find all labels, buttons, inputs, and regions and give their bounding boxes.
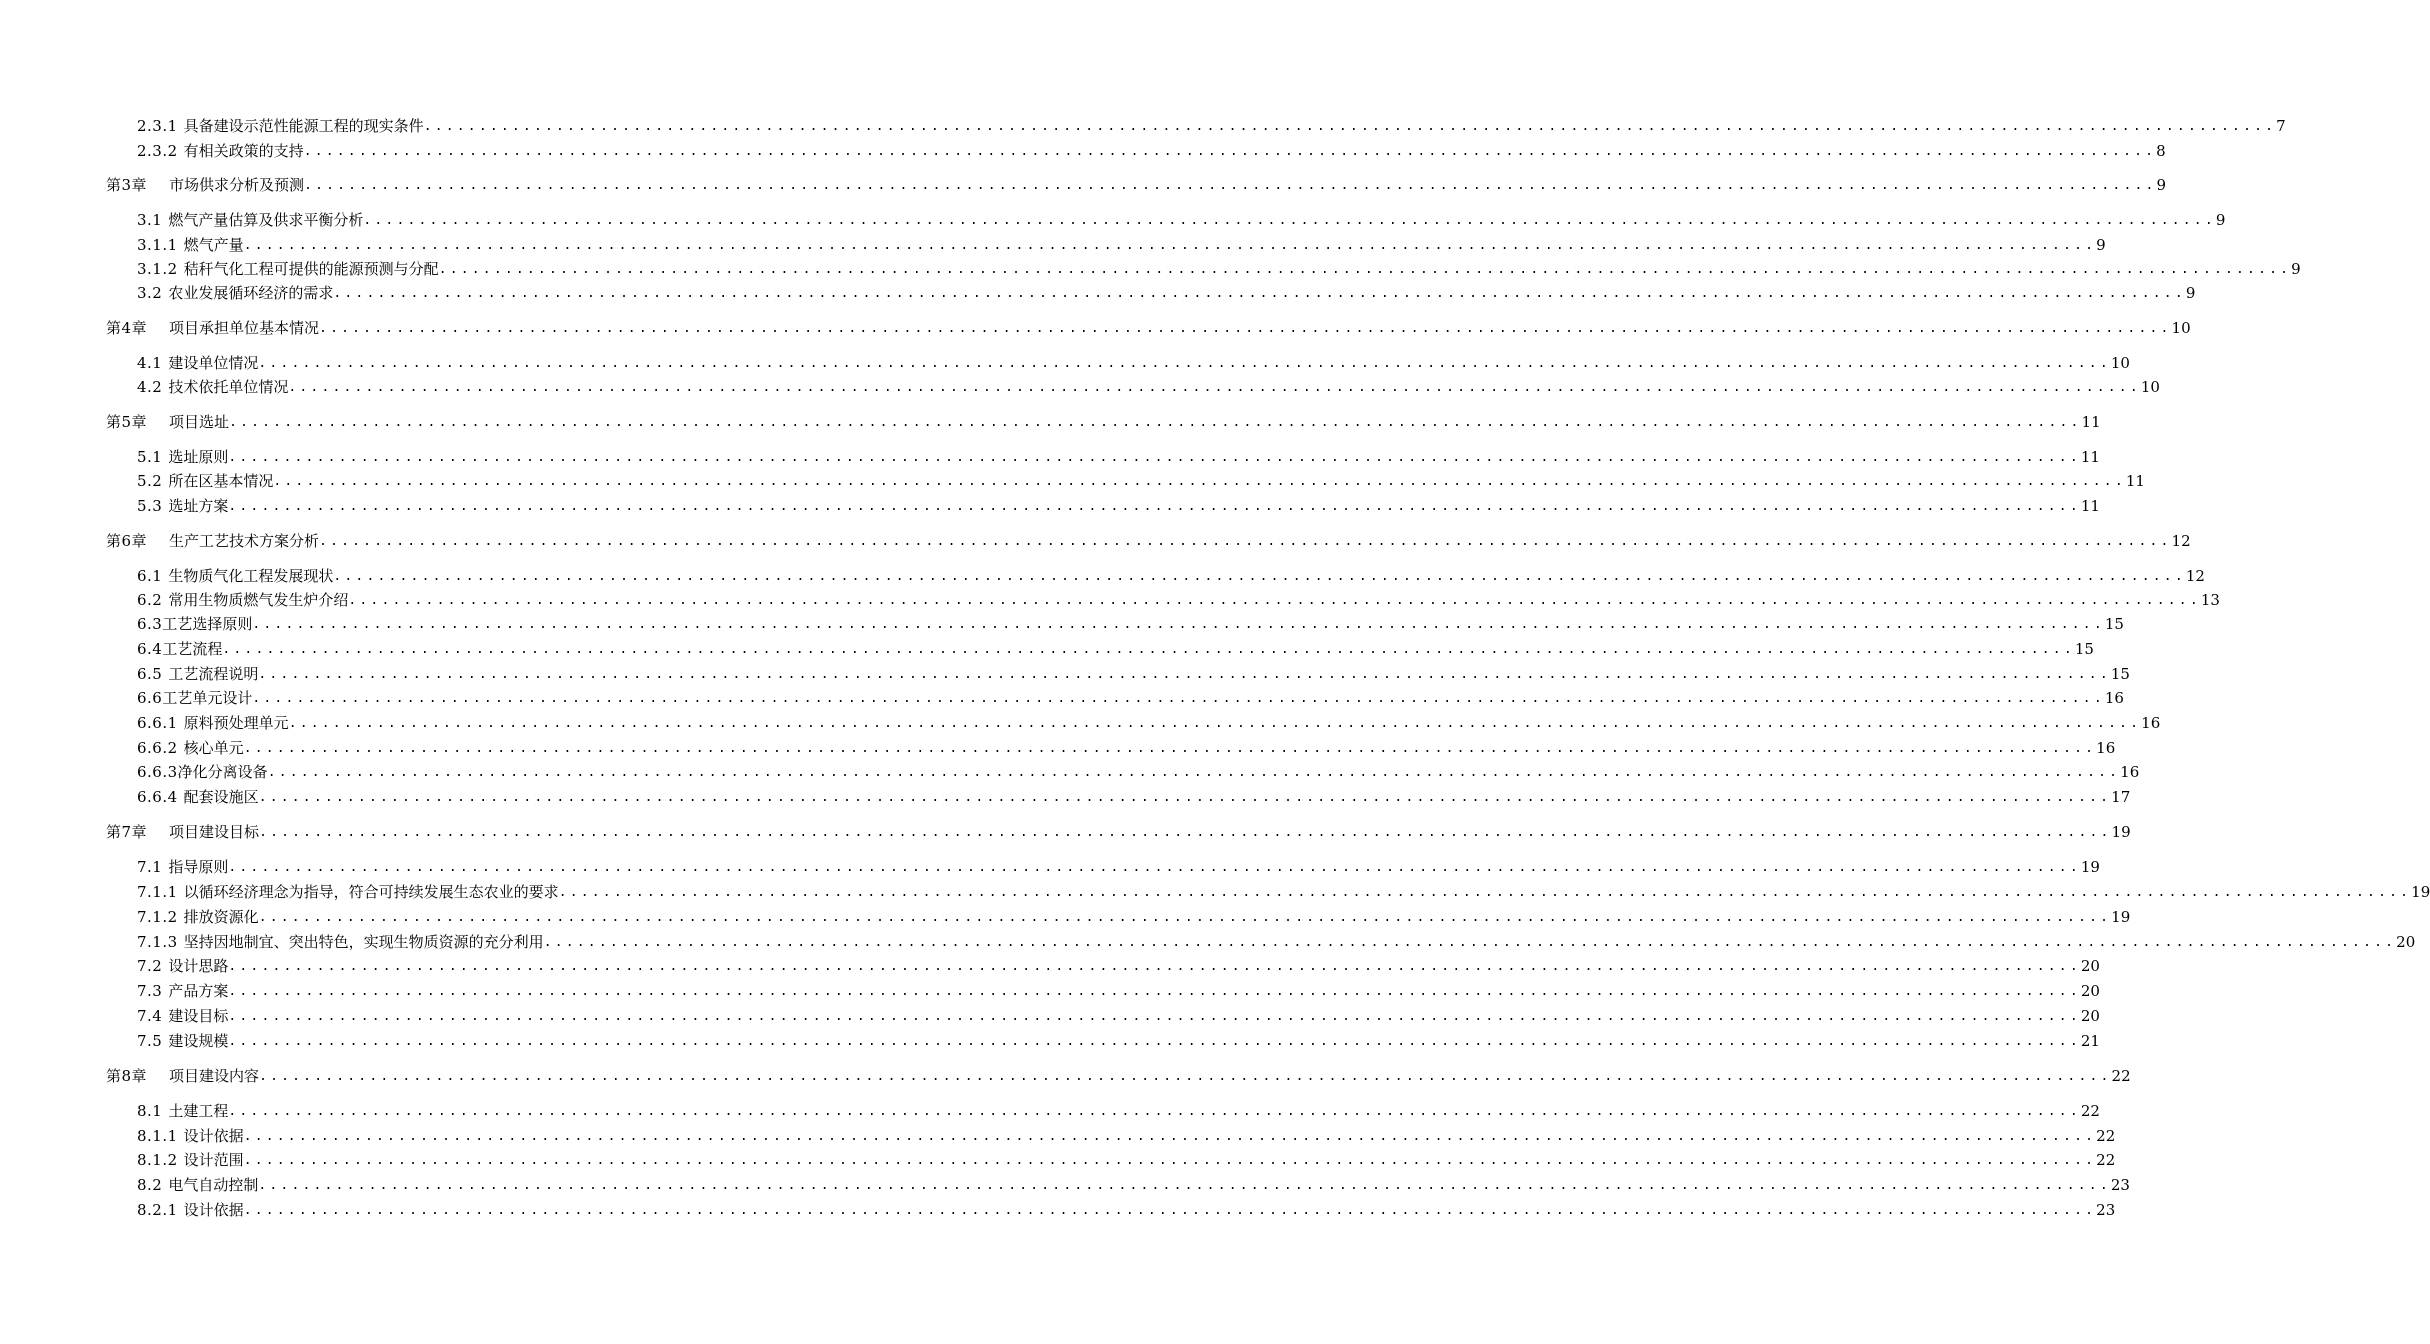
toc-entry-chapter-4[interactable] (106, 318, 2191, 338)
toc-entry-number: 7.1.1 (137, 883, 178, 901)
toc-entry-6-4[interactable] (137, 639, 2094, 659)
toc-entry-number: 2.3.2 (137, 142, 178, 160)
toc-entry-2-3-2[interactable] (137, 141, 2166, 161)
toc-page-number: 19 (2111, 823, 2131, 841)
toc-entry-title: 设计依据 (183, 1127, 244, 1145)
toc-page-number: 23 (2110, 1176, 2130, 1194)
toc-entry-number: 6.6 (137, 689, 163, 707)
toc-entry-number: 5.1 (137, 448, 163, 466)
toc-page-number: 9 (2156, 176, 2167, 194)
toc-dot-leader: ........................................................................................................................................................................ (303, 144, 2157, 159)
toc-entry-number: 3.1 (137, 211, 163, 229)
toc-entry-7-3[interactable] (137, 981, 2100, 1001)
toc-dot-leader: ........................................................................................................................................................................ (259, 825, 2112, 840)
toc-entry-title: 建设单位情况 (168, 354, 259, 372)
toc-entry-title: 选址方案 (168, 497, 229, 515)
toc-entry-title: 建设目标 (168, 1007, 229, 1025)
toc-entry-title: 项目建设内容 (169, 1067, 260, 1085)
toc-entry-number: 6.1 (137, 567, 163, 585)
toc-entry-title: 坚持因地制宜、突出特色，实现生物质资源的充分利用 (183, 933, 544, 951)
toc-entry-title: 项目承担单位基本情况 (169, 319, 320, 337)
toc-entry-6-6-2[interactable] (137, 738, 2116, 758)
toc-page-number: 20 (2080, 957, 2100, 975)
toc-dot-leader: ........................................................................................................................................................................ (243, 1129, 2097, 1144)
toc-dot-leader: ........................................................................................................................................................................ (258, 910, 2112, 925)
toc-entry-6-2[interactable] (137, 590, 2220, 610)
toc-page-number: 19 (2411, 883, 2430, 901)
toc-entry-number: 8.2.1 (137, 1201, 178, 1219)
toc-entry-number: 第6章 (106, 532, 148, 550)
toc-entry-number: 3.1.2 (137, 260, 178, 278)
toc-page-number: 22 (2096, 1151, 2116, 1169)
toc-entry-number: 7.1.3 (137, 933, 178, 951)
toc-entry-chapter-6[interactable] (106, 531, 2191, 551)
toc-dot-leader: ........................................................................................................................................................................ (258, 1178, 2111, 1193)
toc-entry-number: 4.1 (137, 354, 163, 372)
toc-page-number: 11 (2125, 472, 2145, 490)
toc-entry-8-2-1[interactable] (137, 1200, 2116, 1220)
toc-entry-8-1-1[interactable] (137, 1126, 2116, 1146)
toc-entry-title: 有相关政策的支持 (183, 142, 304, 160)
toc-dot-leader: ........................................................................................................................................................................ (229, 415, 2082, 430)
toc-dot-leader: ........................................................................................................................................................................ (243, 1153, 2097, 1168)
toc-entry-title: 工艺流程说明 (168, 665, 259, 683)
toc-dot-leader: ........................................................................................................................................................................ (543, 935, 2397, 950)
toc-entry-number: 7.5 (137, 1032, 163, 1050)
toc-entry-title: 土建工程 (168, 1102, 229, 1120)
toc-entry-title: 农业发展循环经济的需求 (168, 284, 334, 302)
toc-entry-7-1-2[interactable] (137, 907, 2131, 927)
toc-entry-number: 6.5 (137, 665, 163, 683)
toc-entry-5-2[interactable] (137, 471, 2145, 491)
toc-page-number: 11 (2081, 413, 2101, 431)
toc-entry-6-3[interactable] (137, 614, 2124, 634)
toc-dot-leader: ........................................................................................................................................................................ (228, 860, 2081, 875)
toc-page-number: 17 (2111, 788, 2131, 806)
toc-entry-title: 电气自动控制 (168, 1176, 259, 1194)
toc-dot-leader: ........................................................................................................................................................................ (288, 716, 2142, 731)
toc-entry-3-1-2[interactable] (137, 259, 2301, 279)
toc-entry-number: 7.3 (137, 982, 163, 1000)
toc-page-number: 19 (2111, 908, 2131, 926)
toc-entry-title: 产品方案 (168, 982, 229, 1000)
toc-page-number: 13 (2200, 591, 2220, 609)
toc-dot-leader: ........................................................................................................................................................................ (222, 642, 2075, 657)
toc-entry-number: 8.2 (137, 1176, 163, 1194)
toc-dot-leader: ........................................................................................................................................................................ (228, 450, 2081, 465)
toc-entry-title: 选址原则 (168, 448, 229, 466)
toc-entry-7-1-3[interactable] (137, 932, 2416, 952)
toc-entry-title: 燃气产量 (183, 236, 244, 254)
toc-entry-number: 7.4 (137, 1007, 163, 1025)
toc-entry-title: 秸秆气化工程可提供的能源预测与分配 (183, 260, 439, 278)
toc-dot-leader: ........................................................................................................................................................................ (228, 959, 2081, 974)
toc-entry-title: 净化分离设备 (177, 763, 268, 781)
toc-page-number: 10 (2110, 354, 2130, 372)
toc-entry-8-1[interactable] (137, 1101, 2100, 1121)
toc-entry-4-2[interactable] (137, 377, 2160, 397)
toc-entry-title: 建设规模 (168, 1032, 229, 1050)
toc-entry-6-5[interactable] (137, 664, 2130, 684)
toc-entry-3-2[interactable] (137, 283, 2196, 303)
toc-entry-2-3-1[interactable] (137, 116, 2286, 136)
toc-entry-number: 7.1.2 (137, 908, 178, 926)
toc-dot-leader: ........................................................................................................................................................................ (228, 984, 2081, 999)
toc-page-number: 20 (2396, 933, 2416, 951)
toc-entry-title: 工艺流程 (162, 640, 223, 658)
toc-entry-5-1[interactable] (137, 447, 2100, 467)
toc-entry-title: 配套设施区 (183, 788, 259, 806)
toc-entry-title: 原料预处理单元 (183, 714, 289, 732)
toc-dot-leader: ........................................................................................................................................................................ (228, 1104, 2081, 1119)
toc-page-number: 10 (2140, 378, 2160, 396)
toc-entry-8-1-2[interactable] (137, 1150, 2116, 1170)
toc-entry-number: 2.3.1 (137, 117, 178, 135)
toc-entry-number: 8.1.1 (137, 1127, 178, 1145)
toc-entry-number: 8.1 (137, 1102, 163, 1120)
toc-dot-leader: ........................................................................................................................................................................ (252, 617, 2105, 632)
toc-entry-title: 工艺选择原则 (162, 615, 253, 633)
toc-entry-title: 具备建设示范性能源工程的现实条件 (183, 117, 424, 135)
toc-entry-3-1-1[interactable] (137, 235, 2106, 255)
toc-entry-number: 6.6.4 (137, 788, 178, 806)
toc-dot-leader: ........................................................................................................................................................................ (273, 474, 2126, 489)
toc-entry-4-1[interactable] (137, 353, 2130, 373)
toc-entry-number: 第3章 (106, 176, 148, 194)
toc-dot-leader: ........................................................................................................................................................................ (438, 262, 2292, 277)
toc-dot-leader: ........................................................................................................................................................................ (304, 178, 2157, 193)
toc-page-number: 16 (2141, 714, 2161, 732)
toc-page-number: 16 (2096, 739, 2116, 757)
toc-dot-leader: ........................................................................................................................................................................ (333, 569, 2186, 584)
toc-entry-title: 设计思路 (168, 957, 229, 975)
toc-page-number: 22 (2111, 1067, 2131, 1085)
toc-page-number: 22 (2096, 1127, 2116, 1145)
toc-page-number: 15 (2074, 640, 2094, 658)
toc-dot-leader: ........................................................................................................................................................................ (267, 765, 2121, 780)
toc-dot-leader: ........................................................................................................................................................................ (243, 741, 2097, 756)
toc-entry-number: 8.1.2 (137, 1151, 178, 1169)
toc-dot-leader: ........................................................................................................................................................................ (423, 119, 2277, 134)
toc-dot-leader: ........................................................................................................................................................................ (319, 534, 2172, 549)
toc-entry-number: 第4章 (106, 319, 148, 337)
toc-page-number: 11 (2080, 448, 2100, 466)
toc-entry-number: 第7章 (106, 823, 148, 841)
toc-entry-chapter-8[interactable] (106, 1066, 2131, 1086)
toc-dot-leader: ........................................................................................................................................................................ (258, 790, 2112, 805)
toc-entry-number: 4.2 (137, 378, 163, 396)
toc-dot-leader: ........................................................................................................................................................................ (228, 1034, 2081, 1049)
toc-page-number: 21 (2080, 1032, 2100, 1050)
toc-page-number: 9 (2096, 236, 2106, 254)
toc-entry-title: 生物质气化工程发展现状 (168, 567, 334, 585)
toc-page-number: 19 (2080, 858, 2100, 876)
toc-entry-6-6-3[interactable] (137, 762, 2140, 782)
toc-entry-title: 工艺单元设计 (162, 689, 253, 707)
toc-entry-title: 设计范围 (183, 1151, 244, 1169)
toc-page-number: 7 (2276, 117, 2286, 135)
toc-page-number: 15 (2104, 615, 2124, 633)
toc-page-number: 10 (2171, 319, 2191, 337)
toc-dot-leader: ........................................................................................................................................................................ (259, 1069, 2112, 1084)
toc-entry-3-1[interactable] (137, 210, 2226, 230)
toc-entry-7-4[interactable] (137, 1006, 2100, 1026)
toc-page-number: 15 (2110, 665, 2130, 683)
toc-entry-title: 市场供求分析及预测 (169, 176, 305, 194)
toc-page-number: 23 (2096, 1201, 2116, 1219)
toc-entry-number: 6.4 (137, 640, 163, 658)
toc-entry-number: 3.2 (137, 284, 163, 302)
toc-entry-chapter-7[interactable] (106, 822, 2131, 842)
toc-dot-leader: ........................................................................................................................................................................ (258, 356, 2111, 371)
toc-page-number: 20 (2080, 1007, 2100, 1025)
toc-entry-title: 核心单元 (183, 739, 244, 757)
toc-dot-leader: ........................................................................................................................................................................ (558, 885, 2412, 900)
toc-page-number: 22 (2080, 1102, 2100, 1120)
toc-page-number: 16 (2104, 689, 2124, 707)
toc-page-number: 9 (2185, 284, 2196, 302)
toc-entry-number: 第5章 (106, 413, 148, 431)
toc-page-number: 16 (2120, 763, 2140, 781)
toc-dot-leader: ........................................................................................................................................................................ (258, 667, 2111, 682)
toc-entry-chapter-5[interactable] (106, 412, 2101, 432)
toc-dot-leader: ........................................................................................................................................................................ (228, 1009, 2081, 1024)
toc-entry-title: 指导原则 (168, 858, 229, 876)
toc-page-number: 20 (2080, 982, 2100, 1000)
toc-entry-6-6-1[interactable] (137, 713, 2161, 733)
toc-entry-number: 5.2 (137, 472, 163, 490)
toc-dot-leader: ........................................................................................................................................................................ (288, 380, 2141, 395)
toc-page-number: 9 (2291, 260, 2301, 278)
toc-entry-number: 6.6.2 (137, 739, 178, 757)
toc-entry-6-1[interactable] (137, 566, 2205, 586)
toc-entry-title: 燃气产量估算及供求平衡分析 (168, 211, 364, 229)
toc-dot-leader: ........................................................................................................................................................................ (348, 593, 2201, 608)
toc-entry-title: 技术依托单位情况 (168, 378, 289, 396)
toc-page-number: 9 (2215, 211, 2226, 229)
toc-entry-number: 6.3 (137, 615, 163, 633)
toc-dot-leader: ........................................................................................................................................................................ (363, 213, 2216, 228)
toc-page-number: 12 (2171, 532, 2191, 550)
toc-entry-number: 5.3 (137, 497, 163, 515)
toc-entry-title: 常用生物质燃气发生炉介绍 (168, 591, 349, 609)
toc-dot-leader: ........................................................................................................................................................................ (243, 1203, 2097, 1218)
toc-dot-leader: ........................................................................................................................................................................ (333, 286, 2186, 301)
toc-dot-leader: ........................................................................................................................................................................ (252, 691, 2105, 706)
toc-entry-chapter-3[interactable] (106, 175, 2167, 195)
toc-entry-title: 排放资源化 (183, 908, 259, 926)
toc-entry-number: 6.2 (137, 591, 163, 609)
toc-entry-title: 以循环经济理念为指导，符合可持续发展生态农业的要求 (183, 883, 559, 901)
toc-entry-title: 生产工艺技术方案分析 (169, 532, 320, 550)
toc-entry-title: 项目建设目标 (169, 823, 260, 841)
toc-page-number: 12 (2185, 567, 2205, 585)
toc-entry-7-2[interactable] (137, 956, 2100, 976)
toc-dot-leader: ........................................................................................................................................................................ (228, 499, 2081, 514)
toc-entry-number: 3.1.1 (137, 236, 178, 254)
toc-entry-7-5[interactable] (137, 1031, 2100, 1051)
toc-entry-title: 项目选址 (169, 413, 230, 431)
toc-page-number: 11 (2080, 497, 2100, 515)
toc-entry-number: 7.2 (137, 957, 163, 975)
toc-dot-leader: ........................................................................................................................................................................ (319, 321, 2172, 336)
toc-entry-number: 7.1 (137, 858, 163, 876)
toc-entry-6-6[interactable] (137, 688, 2124, 708)
toc-entry-5-3[interactable] (137, 496, 2100, 516)
toc-entry-6-6-4[interactable] (137, 787, 2131, 807)
toc-page-number: 8 (2156, 142, 2166, 160)
toc-entry-title: 所在区基本情况 (168, 472, 274, 490)
toc-entry-title: 设计依据 (183, 1201, 244, 1219)
toc-entry-number: 6.6.3 (137, 763, 178, 781)
toc-entry-number: 第8章 (106, 1067, 148, 1085)
toc-entry-7-1-1[interactable] (137, 882, 2430, 902)
toc-entry-7-1[interactable] (137, 857, 2100, 877)
toc-entry-8-2[interactable] (137, 1175, 2130, 1195)
toc-entry-number: 6.6.1 (137, 714, 178, 732)
toc-dot-leader: ........................................................................................................................................................................ (243, 238, 2097, 253)
